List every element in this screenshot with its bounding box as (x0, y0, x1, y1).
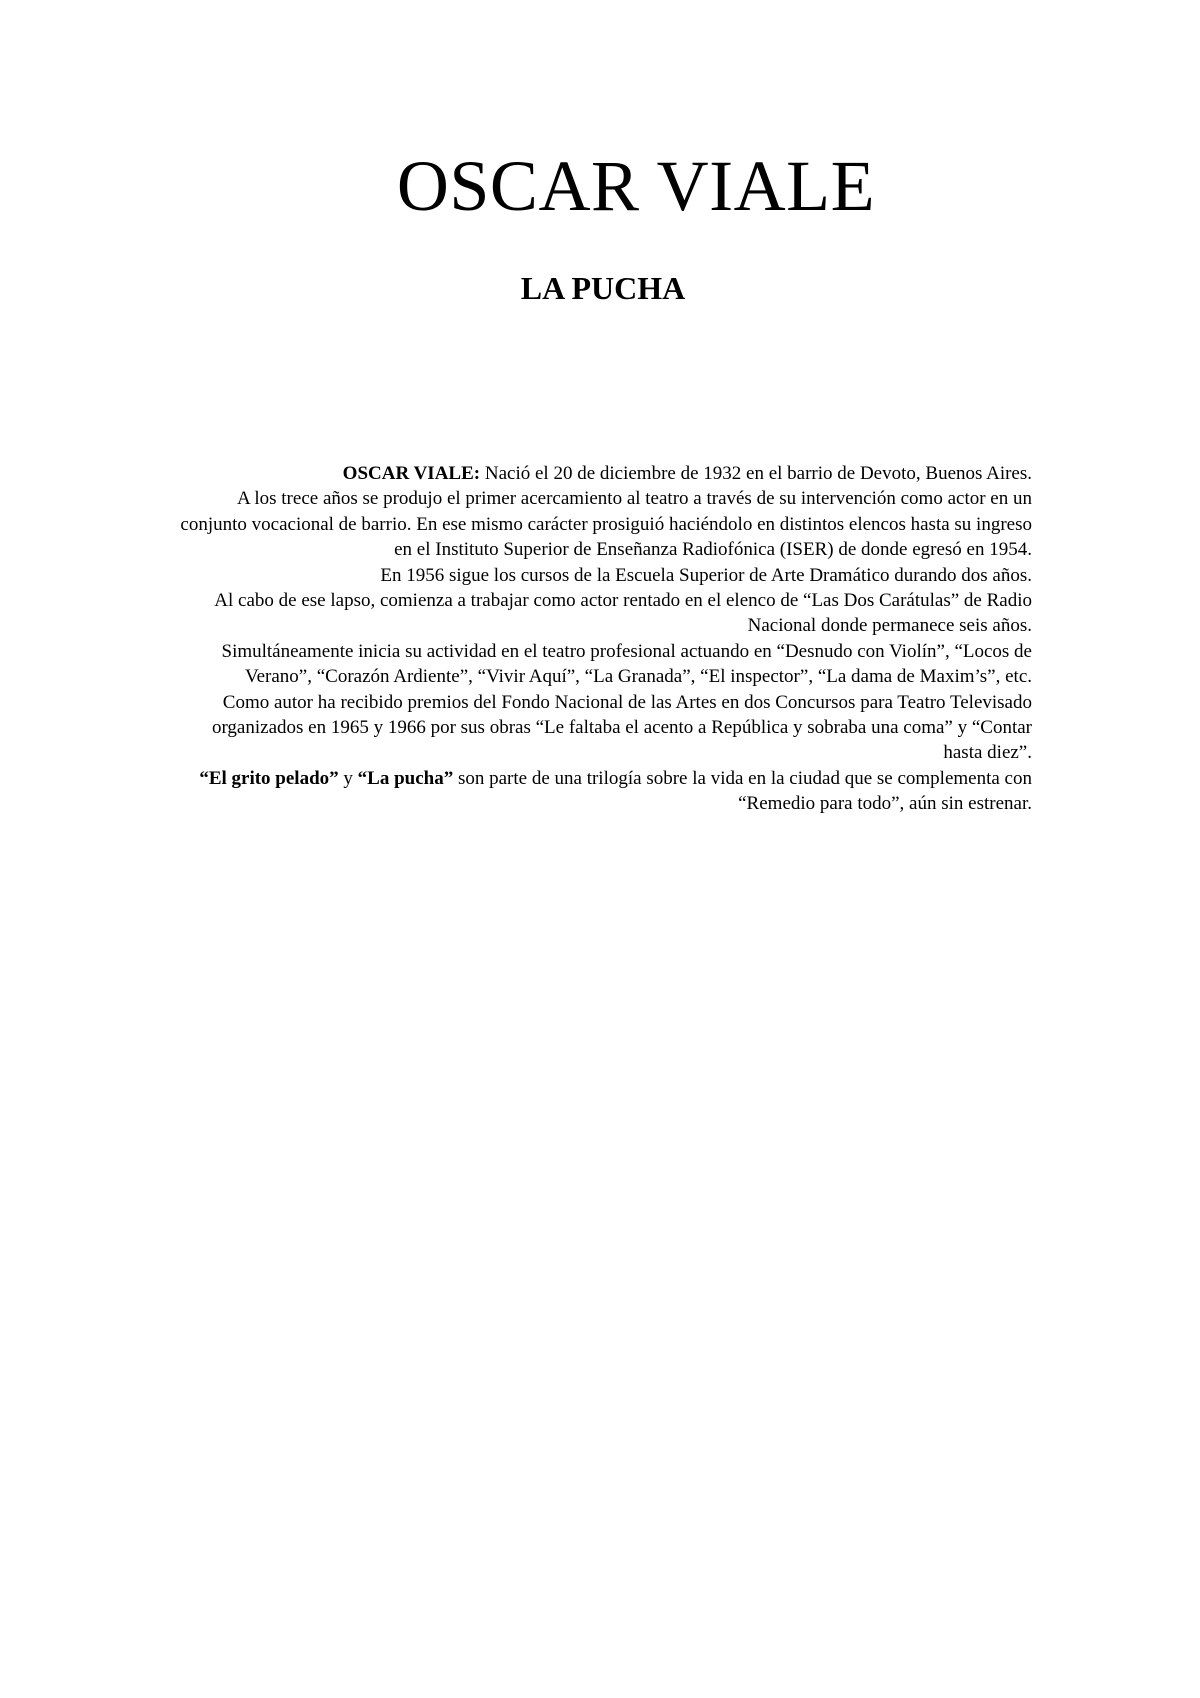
bio-paragraph-professional-theatre: Simultáneamente inicia su actividad en el teatro profesional actuando en “Desnudo con Violín”, “Locos de Verano”, “Corazón Ardiente”, “Vivir Aquí”, “La Granada”, “El inspector”, “La dama de Maxim’s”, etc. (221, 640, 1032, 688)
bio-paragraph-trilogy (172, 766, 1032, 817)
trilogy-connector: y (338, 767, 358, 789)
bio-paragraph-early-career: A los trece años se produjo el primer acercamiento al teatro a través de su intervención como actor en un conjunto vocacional de barrio. En ese mismo carácter prosiguió haciéndolo en distintos elencos hasta su ingreso en el Instituto Superior de Enseñanza Radiofónica (ISER) de donde egresó en 1954. (180, 488, 1032, 561)
bio-birth-text: Nació el 20 de diciembre de 1932 en el barrio de Devoto, Buenos Aires. (480, 463, 1032, 484)
trilogy-work-grito-pelado: “El grito pelado” (199, 767, 339, 789)
author-title: OSCAR VIALE (396, 146, 876, 226)
trilogy-work-la-pucha: “La pucha” (357, 767, 454, 789)
biography-section (172, 461, 1032, 817)
bio-paragraph-radio-actor: Al cabo de ese lapso, comienza a trabajar como actor rentado en el elenco de “Las Dos Carátulas” de Radio Nacional donde permanece seis años. (214, 590, 1032, 637)
trilogy-text: son parte de una trilogía sobre la vida en la ciudad que se complementa con “Remedio para todo”, aún sin estrenar. (453, 767, 1032, 815)
bio-paragraph-author-awards: Como autor ha recibido premios del Fondo Nacional de las Artes en dos Concursos para Teatro Televisado organizados en 1965 y 1966 por sus obras “Le faltaba el acento a República y sobraba una coma” y “Contar hasta diez”. (211, 691, 1032, 764)
play-title: LA PUCHA (520, 270, 686, 306)
bio-paragraph-drama-school: En 1956 sigue los cursos de la Escuela Superior de Arte Dramático durando dos años. (380, 564, 1032, 586)
bio-paragraph-birth (172, 461, 1032, 486)
bio-author-label: OSCAR VIALE: (342, 463, 481, 484)
